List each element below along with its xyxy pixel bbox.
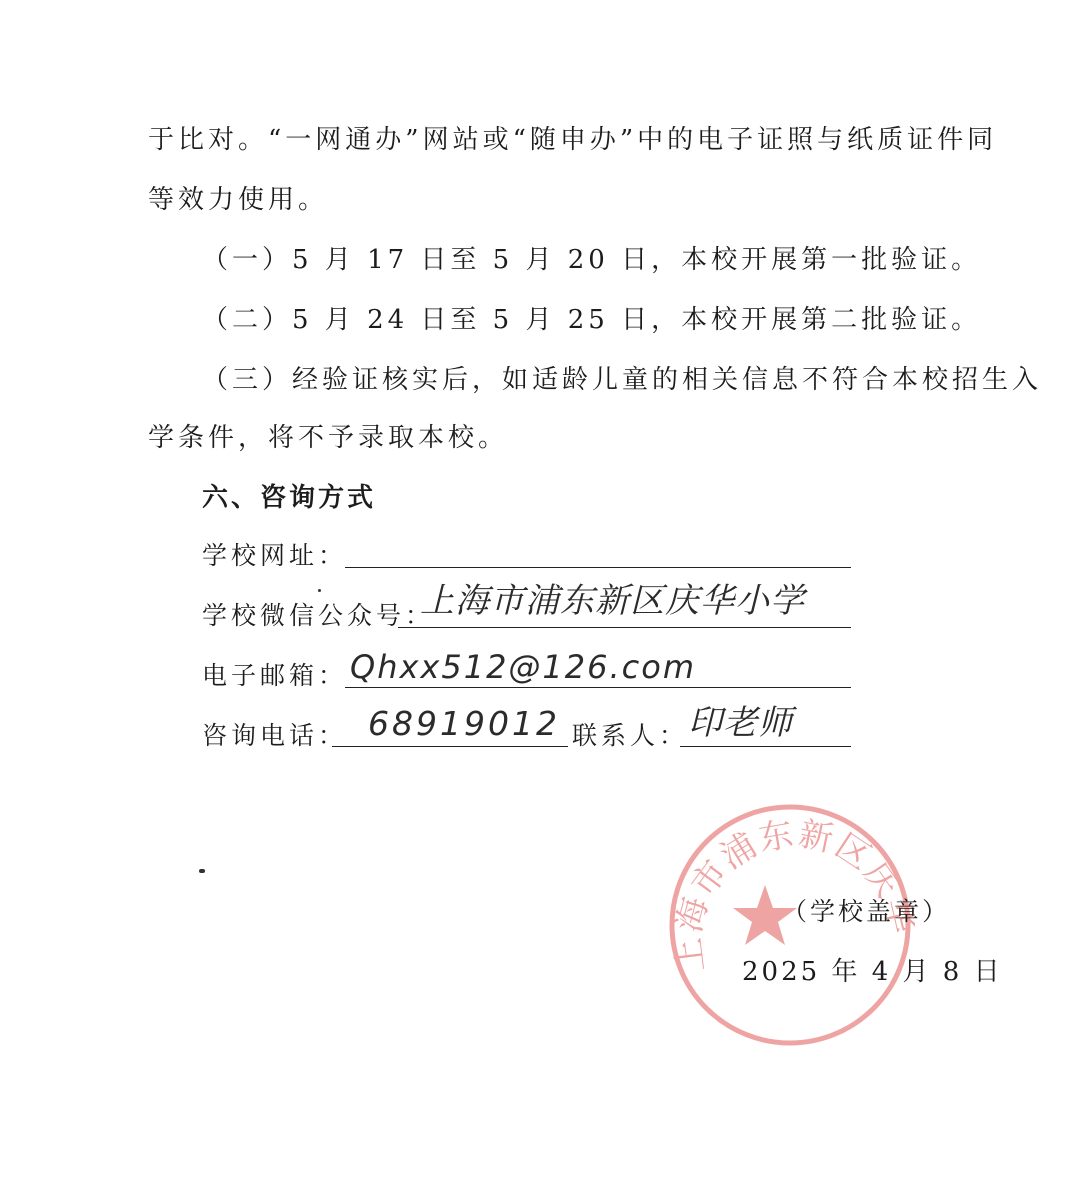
wechat-value: 上海市浦东新区庆华小学 <box>420 581 805 621</box>
email-label: 电子邮箱： <box>202 661 348 690</box>
stray-mark <box>318 589 321 592</box>
paragraph-line-1: 于比对。“一网通办”网站或“随申办”中的电子证照与纸质证件同 <box>148 125 998 155</box>
website-underline <box>345 567 851 568</box>
item-1: （一）5 月 17 日至 5 月 20 日，本校开展第一批验证。 <box>202 245 982 275</box>
contact-person-label: 联系人： <box>572 721 689 750</box>
email-value: Qhxx512@126.com <box>350 648 697 686</box>
item-3-line-1: （三）经验证核实后，如适龄儿童的相关信息不符合本校招生入 <box>202 365 1043 395</box>
email-underline <box>345 687 851 688</box>
seal-note: （学校盖章） <box>782 897 951 926</box>
paragraph-line-2: 等效力使用。 <box>148 185 329 215</box>
phone-label: 咨询电话： <box>202 721 348 750</box>
phone-value: 68919012 <box>368 704 560 743</box>
section-heading: 六、咨询方式 <box>202 483 377 513</box>
contact-person-value: 印老师 <box>688 703 793 743</box>
stray-mark <box>199 869 205 873</box>
wechat-label: 学校微信公众号： <box>202 601 435 630</box>
phone-underline <box>332 746 568 747</box>
wechat-underline <box>398 627 851 628</box>
website-label: 学校网址： <box>202 541 348 570</box>
contact-person-underline <box>680 746 851 747</box>
seal-text-path: 上海市浦东新区庆 <box>668 813 910 975</box>
item-2: （二）5 月 24 日至 5 月 25 日，本校开展第二批验证。 <box>202 305 982 335</box>
document-date: 2025 年 4 月 8 日 <box>742 957 1003 987</box>
seal-text <box>665 800 915 974</box>
item-3-line-2: 学条件，将不予录取本校。 <box>148 423 509 453</box>
